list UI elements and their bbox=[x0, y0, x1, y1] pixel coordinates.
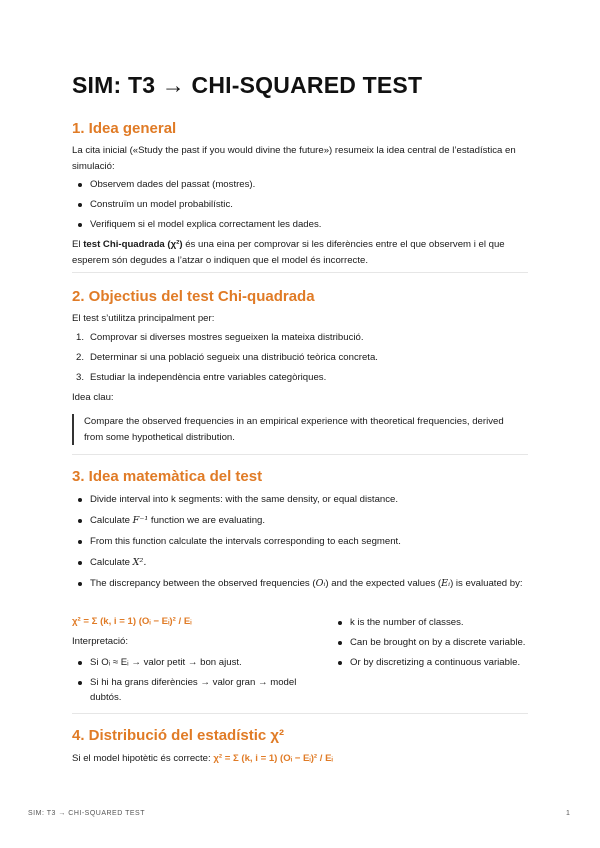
list-item: Si Oᵢ ≈ Eᵢ → valor petit → bon ajust. bbox=[72, 655, 316, 670]
interpretation-label: Interpretació: bbox=[72, 635, 128, 647]
list-item: Calculate X². bbox=[72, 555, 528, 570]
classes-list bbox=[332, 615, 528, 670]
section-4-heading: 4. Distribució del estadístic χ² bbox=[72, 727, 285, 744]
footer-title: SIM: T3 → CHI-SQUARED TEST bbox=[28, 810, 145, 817]
list-item: Or by discretizing a continuous variable. bbox=[332, 655, 528, 670]
list-item: Verifiquem si el model explica correctament les dades. bbox=[72, 217, 528, 232]
list-item: k is the number of classes. bbox=[332, 615, 528, 630]
section-1-paragraph bbox=[72, 237, 528, 268]
interpretation-list bbox=[72, 655, 316, 705]
list-item: 3. Estudiar la independència entre variables categòriques. bbox=[76, 372, 327, 383]
list-item: Si hi ha grans diferències → valor gran → model dubtós. bbox=[72, 675, 316, 705]
para-bold: test Chi-quadrada (χ²) bbox=[83, 239, 183, 250]
divider bbox=[72, 454, 528, 455]
list-item: The discrepancy between the observed frequencies (Oᵢ) and the expected values (Eᵢ) is evaluated by: bbox=[72, 576, 528, 591]
chi-square-formula: χ² = Σ (k, i = 1) (Oᵢ − Eᵢ)² / Eᵢ bbox=[213, 753, 333, 764]
list-item: From this function calculate the intervals corresponding to each segment. bbox=[72, 534, 528, 549]
list-item: Divide interval into k segments: with the same density, or equal distance. bbox=[72, 492, 528, 507]
list-item: 2. Determinar si una població segueix una distribució teòrica concreta. bbox=[76, 352, 378, 363]
section-2-heading: 2. Objectius del test Chi-quadrada bbox=[72, 288, 315, 305]
section-2-intro: El test s’utilitza principalment per: bbox=[72, 313, 215, 324]
page-number: 1 bbox=[566, 810, 570, 817]
section-4-line: Si el model hipotètic és correcte: χ² = Σ (k, i = 1) (Oᵢ − Eᵢ)² / Eᵢ bbox=[72, 753, 333, 764]
right-column bbox=[332, 615, 528, 670]
section-1-list bbox=[72, 177, 528, 232]
divider bbox=[72, 713, 528, 714]
section-1-intro: La cita inicial («Study the past if you would divine the future») resumeix la idea central de l’estadística en simulació: bbox=[72, 145, 516, 172]
list-item: Can be brought on by a discrete variable. bbox=[332, 635, 528, 650]
left-column bbox=[72, 614, 316, 705]
para-text-pre: El bbox=[72, 239, 84, 250]
section-2-list bbox=[72, 330, 528, 385]
list-item: Observem dades del passat (mostres). bbox=[72, 177, 528, 192]
page-title: SIM: T3 → CHI-SQUARED TEST bbox=[72, 72, 423, 98]
section-3-heading: 3. Idea matemàtica del test bbox=[72, 468, 263, 485]
section-1-heading: 1. Idea general bbox=[72, 120, 177, 137]
section-3-list bbox=[72, 492, 528, 591]
para-text-post: és una eina per comprovar si les diferències entre el que observem i el que esperem són degudes a l’atzar o indiquen que el model és incorrecte. bbox=[72, 239, 505, 266]
chi-square-formula: χ² = Σ (k, i = 1) (Oᵢ − Eᵢ)² / Eᵢ bbox=[72, 616, 192, 627]
list-item: 1. Comprovar si diverses mostres segueixen la mateixa distribució. bbox=[76, 332, 364, 343]
list-item: Construïm un model probabilístic. bbox=[72, 197, 528, 212]
divider bbox=[72, 272, 528, 273]
list-item: Calculate F⁻¹ function we are evaluating. bbox=[72, 513, 528, 528]
blockquote: Compare the observed frequencies in an empirical experience with theoretical frequencies, derived from some hypothetical distribution. bbox=[72, 414, 524, 445]
key-idea-label: Idea clau: bbox=[72, 392, 114, 403]
